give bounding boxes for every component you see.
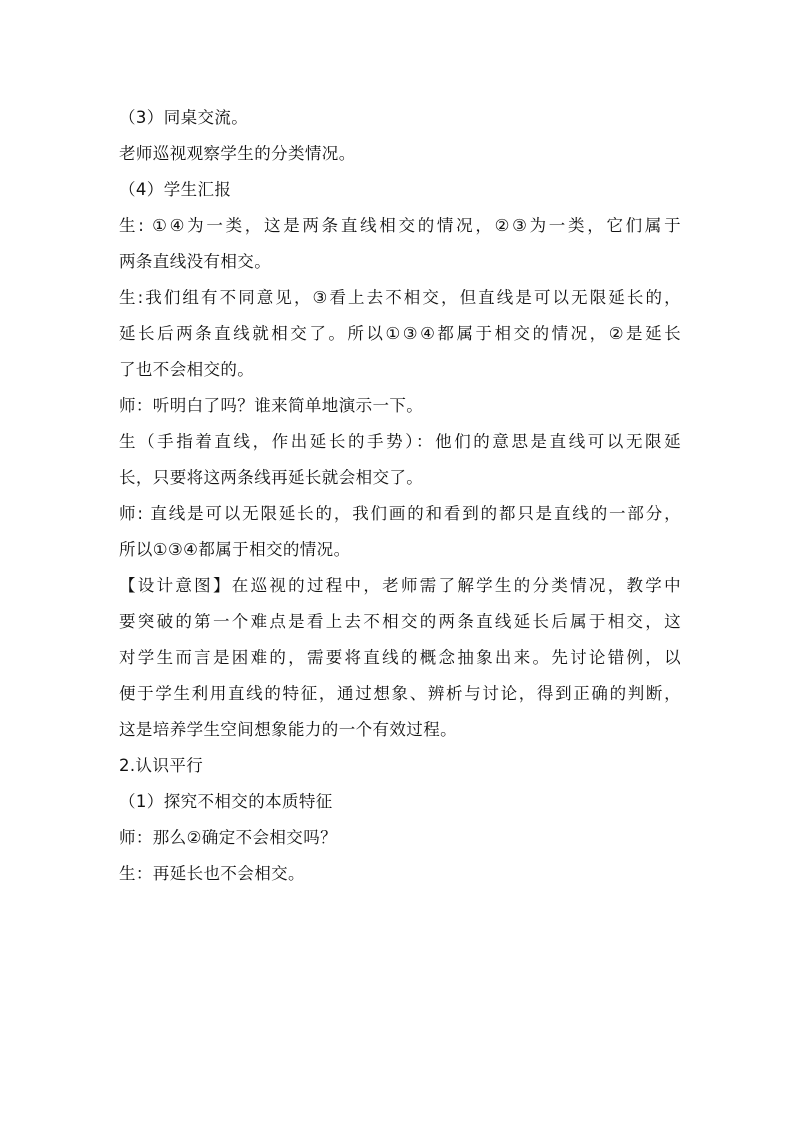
paragraph-line: 生:我们组有不同意见，③看上去不相交，但直线是可以无限延长的， — [119, 288, 681, 307]
paragraph-line: 了也不会相交的。 — [119, 360, 255, 379]
paragraph-line: （4）学生汇报 — [119, 180, 232, 199]
paragraph-line: 【设计意图】在巡视的过程中，老师需了解学生的分类情况，教学中 — [119, 576, 681, 595]
section-heading: 2.认识平行 — [119, 756, 204, 775]
paragraph-line: 长，只要将这两条线再延长就会相交了。 — [119, 468, 424, 487]
paragraph-line: 生：再延长也不会相交。 — [119, 864, 305, 883]
paragraph-line: 所以①③④都属于相交的情况。 — [119, 540, 351, 559]
paragraph-line: （1）探究不相交的本质特征 — [119, 792, 333, 811]
paragraph-line: （3）同桌交流。 — [119, 108, 249, 127]
paragraph-line: 生: ①④为一类，这是两条直线相交的情况，②③为一类，它们属于 — [119, 216, 681, 235]
paragraph-line: 生（手指着直线，作出延长的手势）：他们的意思是直线可以无限延 — [119, 432, 681, 451]
paragraph-line: 师：那么②确定不会相交吗？ — [119, 828, 337, 847]
paragraph-line: 师：听明白了吗？谁来简单地演示一下。 — [119, 396, 424, 415]
document-body — [119, 100, 681, 892]
paragraph-line: 要突破的第一个难点是看上去不相交的两条直线延长后属于相交，这 — [119, 612, 681, 631]
paragraph-line: 老师巡视观察学生的分类情况。 — [119, 144, 356, 163]
paragraph-line: 延长后两条直线就相交了。所以①③④都属于相交的情况，②是延长 — [119, 324, 681, 343]
paragraph-line: 对学生而言是困难的，需要将直线的概念抽象出来。先讨论错例，以 — [119, 648, 681, 667]
paragraph-line: 这是培养学生空间想象能力的一个有效过程。 — [119, 720, 457, 739]
paragraph-line: 便于学生利用直线的特征，通过想象、辨析与讨论，得到正确的判断， — [119, 684, 681, 703]
paragraph-line: 师: 直线是可以无限延长的，我们画的和看到的都只是直线的一部分， — [119, 504, 681, 523]
paragraph-line: 两条直线没有相交。 — [119, 252, 272, 271]
